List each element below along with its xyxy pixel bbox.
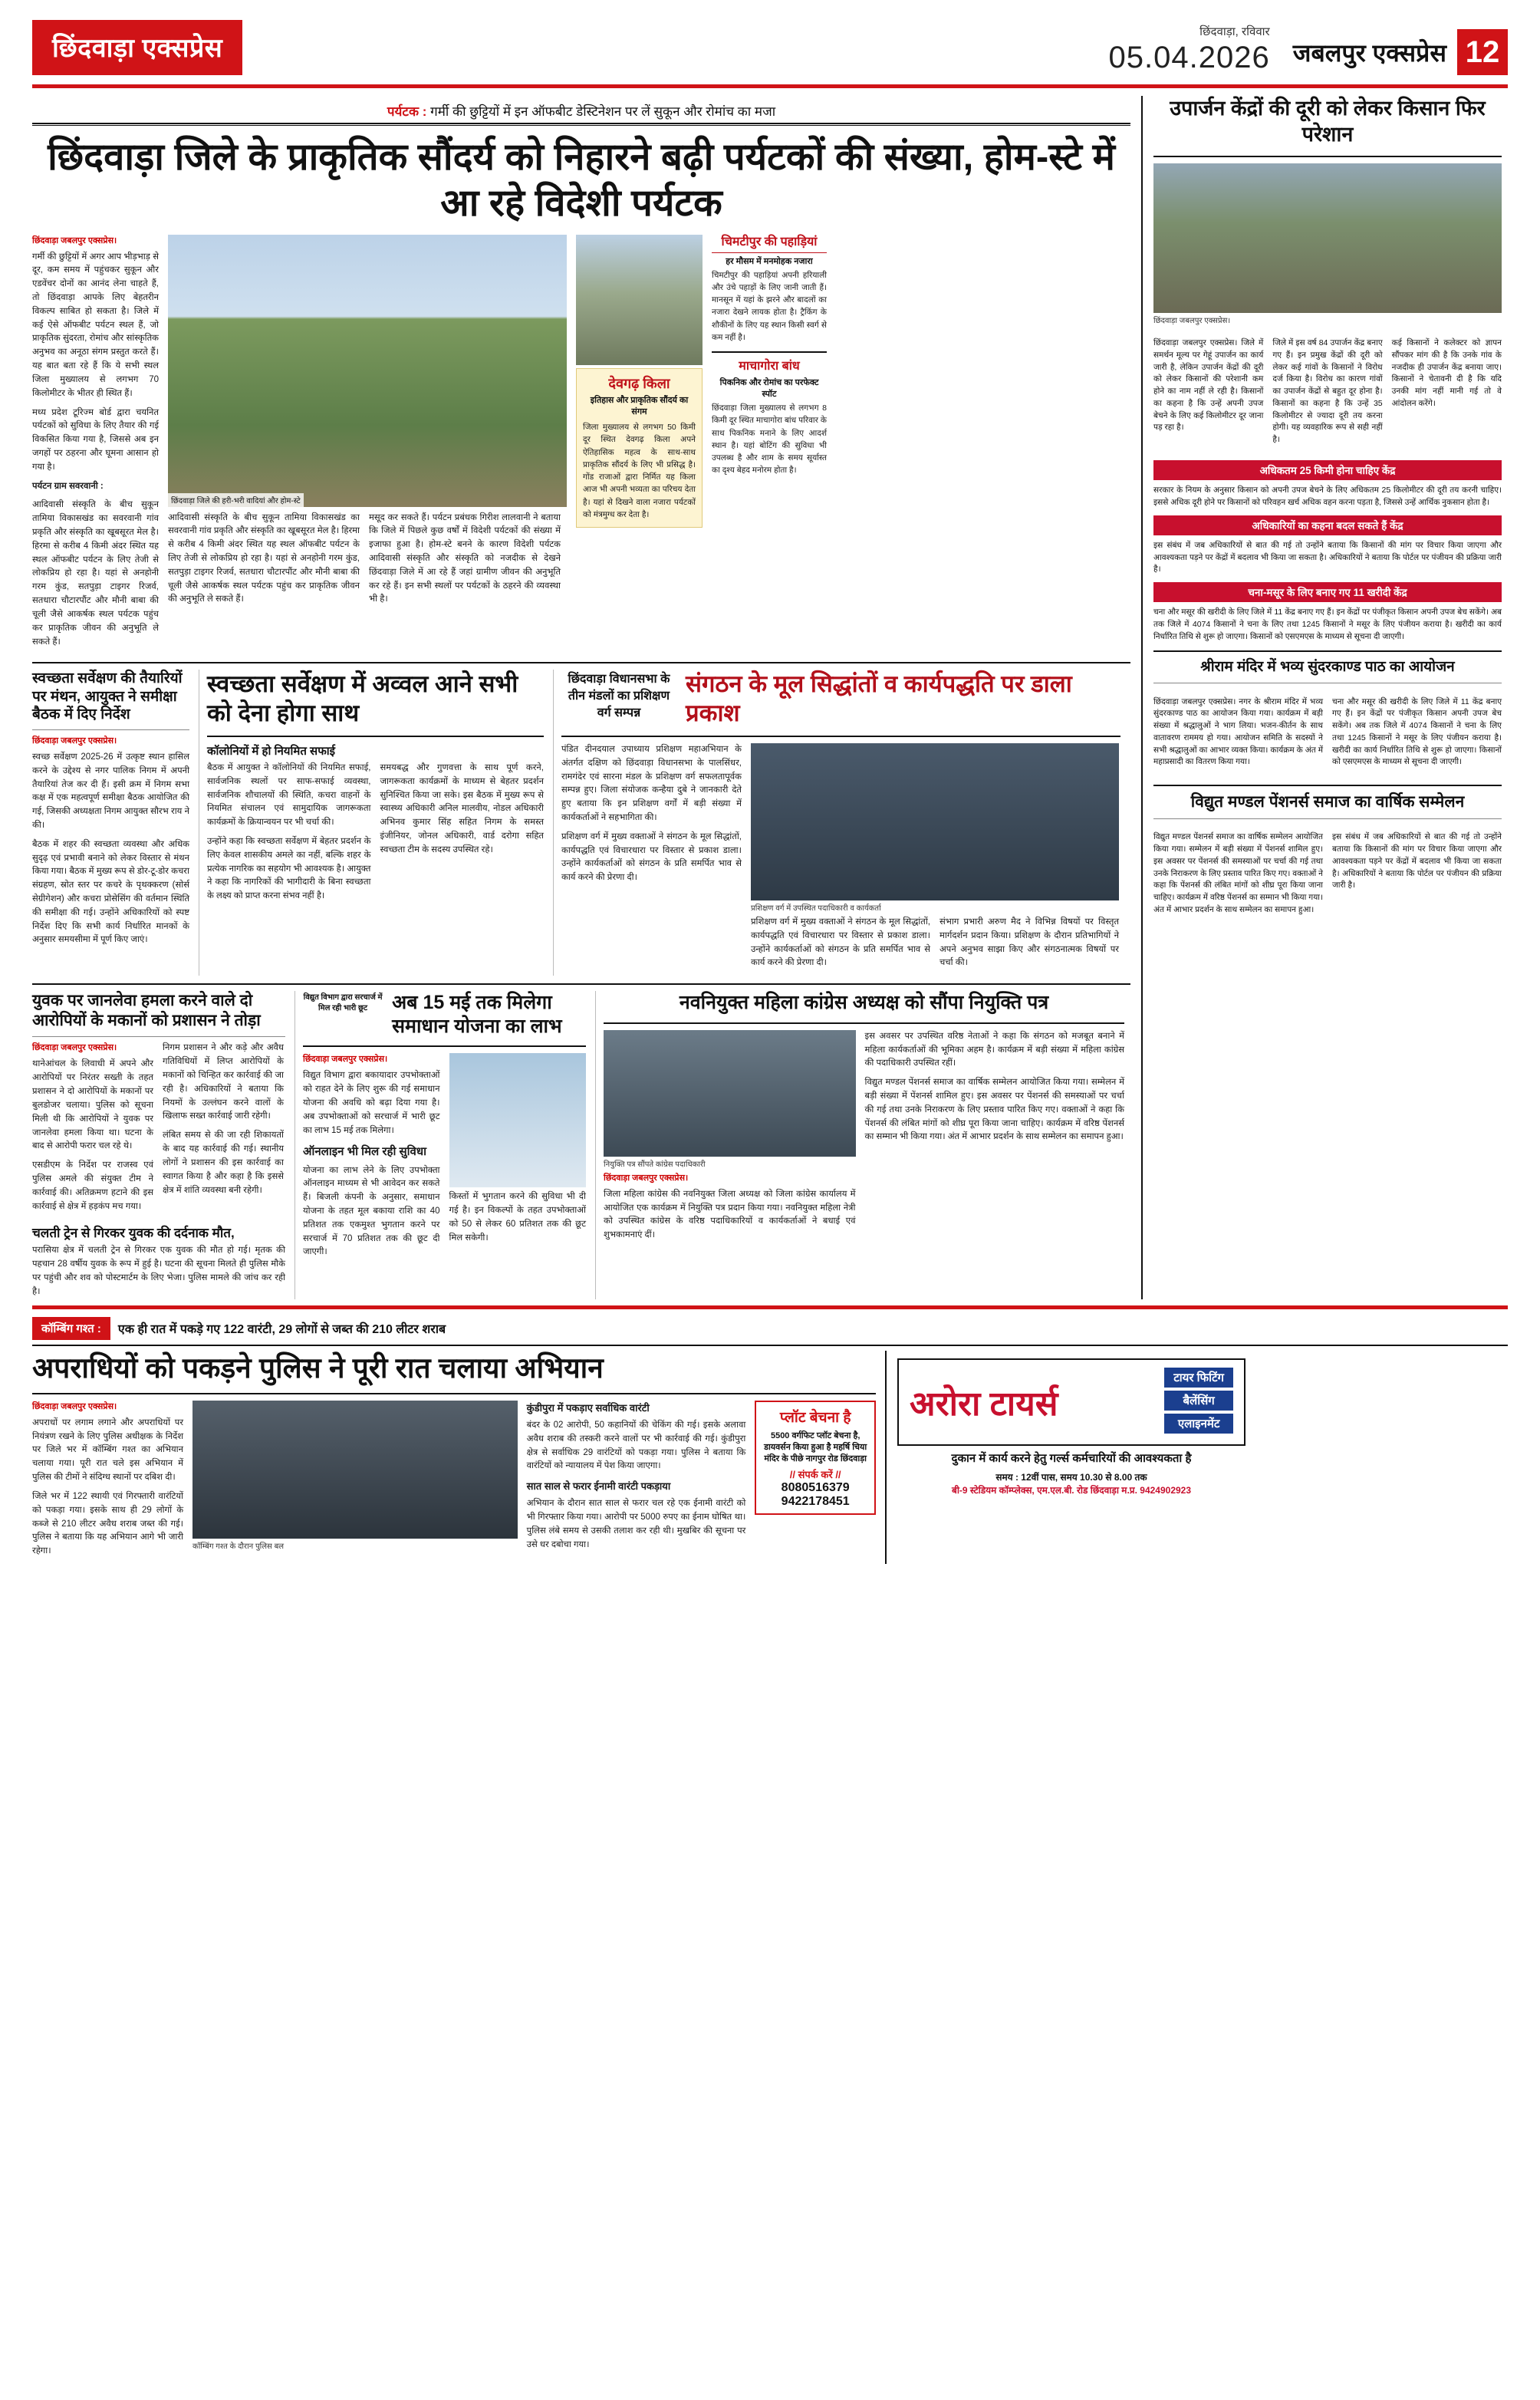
row3-story-1-byline: छिंदवाड़ा जबलपुर एक्सप्रेस। xyxy=(32,1043,117,1053)
left-zone xyxy=(32,96,1130,1299)
side-box-1-subtitle: हर मौसम में मनमोहक नजारा xyxy=(726,256,813,266)
row2-story-1-p1: स्वच्छ सर्वेक्षण 2025-26 में उत्कृष्ट स्थान हासिल करने के उद्देश्य से नगर पालिक निगम में अपनी तैयारियां तेज कर दी हैं। इसी क्रम में निगम सभा कक्ष में एक महत्वपूर्ण समीक्षा बैठक आयोजित की गई, जिसकी अध्यक्षता निगम आयुक्त सौरभ राय ने की। xyxy=(32,752,189,830)
right-story-photo xyxy=(1153,163,1502,313)
masthead-place-line: छिंदवाड़ा, रविवार xyxy=(1199,25,1270,38)
lead-headline: छिंदवाड़ा जिले के प्राकृतिक सौंदर्य को निहारने बढ़ी पर्यटकों की संख्या, होम-स्टे में आ रहे विदेशी पर्यटक xyxy=(48,137,1115,224)
right-story-p1: छिंदवाड़ा जबलपुर एक्सप्रेस। जिले में समर्थन मूल्य पर गेहूं उपार्जन का कार्य जारी है, लेकिन उपार्जन केंद्रों की दूरी को लेकर किसानों की परेशानी कम होने का नाम नहीं ले रही है। किसानों का कहना है कि उन्हें अपनी उपज बेचने के लिए कई किलोमीटर दूर जाना पड़ रहा है। xyxy=(1153,338,1264,433)
row2-story-3-col2 xyxy=(751,916,930,976)
row3-story-3-byline: छिंदवाड़ा जबलपुर एक्सप्रेस। xyxy=(303,1055,388,1065)
fort-box-body xyxy=(576,368,703,528)
row3-story-4-byline: छिंदवाड़ा जबलपुर एक्सप्रेस। xyxy=(604,1173,689,1183)
lead-photo-caption: छिंदवाड़ा जिले की हरी-भरी वादियां और होम-स्टे xyxy=(168,493,304,507)
row3-story-3-col2 xyxy=(449,1190,587,1245)
row2-story-2 xyxy=(199,670,544,976)
row2-story-3-col3 xyxy=(939,916,1119,976)
row3-story-3-photo xyxy=(449,1053,587,1187)
plot-ad-contact-label: // संपर्क करें // xyxy=(789,1468,841,1480)
lead-column-2 xyxy=(168,512,360,613)
row2-story-1 xyxy=(32,670,189,976)
lead-para-2: मध्य प्रदेश टूरिज्म बोर्ड द्वारा चयनित पर्यटकों को सुविधा के लिए तैयार की गई विकसित किया गया है, जिससे अब इन जगहों पर ठहरना और घूमना आसान हो गया है। xyxy=(32,407,159,472)
arora-ad-services xyxy=(1164,1368,1233,1437)
row3-story-3-p3: किस्तों में भुगतान करने की सुविधा भी दी गई है। इन विकल्पों के तहत उपभोक्ताओं को 50 से लेकर 60 प्रतिशत तक की छूट मिल सकेगी। xyxy=(449,1192,586,1243)
right-box-1-head: अधिकतम 25 किमी होना चाहिए केंद्र xyxy=(1153,460,1502,480)
masthead-date-block xyxy=(242,24,1292,75)
row3-story-3-p2: योजना का लाभ लेने के लिए उपभोक्ता ऑनलाइन माध्यम से भी आवेदन कर सकते हैं। बिजली कंपनी के अनुसार, समाधान योजना के तहत मूल बकाया राशि का 40 प्रतिशत तक एकमुश्त भुगतान करने पर सरचार्ज में 70 प्रतिशत तक की छूट दी जाएगी। xyxy=(303,1165,440,1257)
right-story-p3: कई किसानों ने कलेक्टर को ज्ञापन सौंपकर मांग की है कि उनके गांव के नजदीक ही उपार्जन केंद्र बनाया जाए। किसानों ने चेतावनी दी है कि यदि उनकी मांग नहीं मानी गई तो वे आंदोलन करेंगे। xyxy=(1391,338,1502,408)
right-story-photo-caption: छिंदवाड़ा जबलपुर एक्सप्रेस। xyxy=(1153,316,1231,325)
row3-story-4-col1 xyxy=(604,1172,856,1243)
row2-story-3-photo-block xyxy=(751,743,1119,976)
bottom-sub-2-text: अभियान के दौरान सात साल से फरार चल रहे एक ईनामी वारंटी को भी गिरफ्तार किया गया। आरोपी पर 5000 रुपए का ईनाम घोषित था। पुलिस लंबे समय से उसकी तलाश कर रही थी। मुखबिर की सूचना पर उसे धर दबोचा गया। xyxy=(526,1499,746,1549)
right-zone xyxy=(1141,96,1502,1299)
plot-ad-phone-1[interactable]: 8080516379 xyxy=(781,1480,850,1494)
row2-story-3 xyxy=(553,670,1120,976)
arora-service-2: बैलेंसिंग xyxy=(1164,1391,1233,1411)
row2-story-3-topline: छिंदवाड़ा विधानसभा के तीन मंडलों का प्रशिक्षण वर्ग सम्पन्न xyxy=(568,673,670,720)
side-box-1-text: चिमटीपुर की पहाड़ियां अपनी हरियाली और उंचे पहाड़ों के लिए जानी जाती हैं। मानसून में यहां के झरने और बादलों का नजारा देखने लायक होता है। ट्रैकिंग के शौकीनों के लिए यह स्थान किसी स्वर्ग से कम नहीं है। xyxy=(712,270,827,342)
bottom-zone xyxy=(0,1305,1540,1564)
plot-ad-title: प्लॉट बेचना है xyxy=(779,1409,851,1426)
row3-story-3 xyxy=(295,991,586,1299)
row2-story-3-p3: प्रशिक्षण वर्ग में मुख्य वक्ताओं ने संगठन के मूल सिद्धांतों, कार्यपद्धति एवं विचारधारा पर विस्तार से प्रकाश डाला। उन्होंने कार्यकर्ताओं को संगठन के प्रति समर्पित भाव से कार्य करने की प्रेरणा दी। xyxy=(751,917,930,968)
lead-byline: छिंदवाड़ा जबलपुर एक्सप्रेस। xyxy=(32,235,117,245)
lead-photo xyxy=(168,235,567,507)
lead-kicker-tag: पर्यटक : xyxy=(387,104,427,119)
row2-story-2-head: स्वच्छता सर्वेक्षण में अव्वल आने सभी को देना होगा साथ xyxy=(207,670,518,727)
row3-story-2-p2: लंबित समय से की जा रही शिकायतों के बाद यह कार्रवाई की गई। स्थानीय लोगों ने प्रशासन की इस कार्रवाई का स्वागत किया है और कहा है कि इससे क्षेत्र में शांति व्यवस्था बनी रहेगी। xyxy=(163,1131,284,1195)
bottom-col-1 xyxy=(32,1401,183,1564)
masthead-brand-right: जबलपुर एक्सप्रेस xyxy=(1292,38,1446,67)
row3-story-1-col1 xyxy=(32,1042,153,1219)
right-box-5-col2 xyxy=(1332,824,1502,924)
plot-ad[interactable] xyxy=(755,1401,876,1564)
right-box-4-col2 xyxy=(1332,688,1502,777)
row3-story-4-p1: जिला महिला कांग्रेस की नवनियुक्त जिला अध्यक्ष को जिला कांग्रेस कार्यालय में आयोजित एक कार्यक्रम में नियुक्ति पत्र प्रदान किया गया। नवनियुक्त महिला नेत्री को उपस्थित कांग्रेस के वरिष्ठ पदाधिकारियों व कार्यकर्ताओं ने बधाई एवं शुभकामनाएं दीं। xyxy=(604,1189,856,1240)
side-box-2-text: छिंदवाड़ा जिला मुख्यालय से लगभग 8 किमी दूर स्थित माचागोरा बांध परिवार के साथ पिकनिक मनाने के लिए आदर्श स्थान है। यहां बोटिंग की सुविधा भी उपलब्ध है और शाम के समय सूर्यास्त का दृश्य बेहद मनोरम होता है। xyxy=(712,403,827,476)
row3-story-1 xyxy=(32,991,285,1299)
side-box-2-subtitle: पिकनिक और रोमांच का परफेक्ट स्पॉट xyxy=(719,378,819,400)
right-story-p2: जिले में इस वर्ष 84 उपार्जन केंद्र बनाए गए हैं। इन प्रमुख केंद्रों की दूरी को लेकर कई गांवों के किसानों ने विरोध दर्ज किया है। विरोध का कारण गांवों का उपार्जन केंद्रों से बहुत दूर होना है। किसानों का कहना है कि उन्हें 35 किलोमीटर से ज्यादा दूरी तय करना होगी। यह व्यवहारिक रूप से सही नहीं है। xyxy=(1272,338,1383,444)
row3-story-1-subtext: परासिया क्षेत्र में चलती ट्रेन से गिरकर एक युवक की मौत हो गई। मृतक की पहचान 28 वर्षीय युवक के रूप में हुई है। घटना की सूचना मिलते ही पुलिस मौके पर पहुंची और शव को पोस्टमार्टम के लिए भेजा। पुलिस मामले की जांच कर रही है। xyxy=(32,1246,285,1296)
row3-divider xyxy=(32,983,1130,985)
lead-subhead-1: पर्यटन ग्राम सवरवानी : xyxy=(32,481,104,491)
bottom-photo xyxy=(192,1401,518,1539)
right-story-col1 xyxy=(1153,330,1263,455)
bottom-col-2 xyxy=(527,1401,746,1564)
row3-story-4-photo-block xyxy=(604,1030,856,1248)
lead-rule xyxy=(32,123,1130,126)
arora-ad-address: बी-9 स्टेडियम कॉम्प्लेक्स, एम.एल.बी. रोड छिंदवाड़ा म.प्र. 9424902923 xyxy=(951,1484,1192,1496)
row3-story-3-col1 xyxy=(303,1053,440,1265)
right-story-col3 xyxy=(1392,330,1502,455)
bottom-byline: छिंदवाड़ा जबलपुर एक्सप्रेस। xyxy=(32,1401,117,1411)
masthead-date: 05.04.2026 xyxy=(1108,41,1270,74)
row2-story-1-body xyxy=(32,735,189,947)
arora-ad-line1: दुकान में कार्य करने हेतु गर्ल्स कर्मचारियों की आवश्यकता है xyxy=(951,1451,1192,1465)
row2-story-3-photo xyxy=(751,743,1119,900)
row3-story-1-col2 xyxy=(163,1042,284,1219)
row2-story-2-col1 xyxy=(207,762,371,909)
lead-kicker xyxy=(32,102,1130,120)
fort-box xyxy=(576,235,703,655)
bottom-p2: जिले भर में 122 स्थायी एवं गिरफ्तारी वारंटियों को पकड़ा गया। इसके साथ ही 29 लोगों के कब्जे से 210 लीटर अवैध शराब जब्त की गई। पुलिस ने बताया कि यह अभियान आगे भी जारी रहेगा। xyxy=(32,1491,184,1556)
lead-columns xyxy=(32,235,1130,655)
row2 xyxy=(32,670,1130,976)
fort-box-text: जिला मुख्यालय से लगभग 50 किमी दूर स्थित देवगढ़ किला अपने ऐतिहासिक महत्व के साथ-साथ प्राकृतिक सौंदर्य के लिए भी प्रसिद्ध है। गोंड राजाओं द्वारा निर्मित यह किला आज भी अपनी भव्यता का परिचय देता है। यहां से दिखने वाला नजारा पर्यटकों को मंत्रमुग्ध कर देता है। xyxy=(583,423,696,519)
row3 xyxy=(32,991,1130,1299)
plot-ad-phone-2[interactable]: 9422178451 xyxy=(781,1494,850,1508)
row3-story-3-topline: विद्युत विभाग द्वारा सरचार्ज में मिल रही भारी छूट xyxy=(303,993,383,1013)
row3-story-3-sub: ऑनलाइन भी मिल रही सुविधा xyxy=(303,1145,427,1159)
right-box-4-col1 xyxy=(1153,688,1323,777)
right-box-4-text2: चना और मसूर की खरीदी के लिए जिले में 11 केंद्र बनाए गए हैं। इन केंद्रों पर पंजीकृत किसान अपनी उपज बेच सकेंगे। अब तक जिले में 4074 किसानों ने चना के लिए तथा 1245 किसानों ने मसूर के लिए पंजीयन कराया है। खरीदी का कार्य निर्धारित तिथि से शुरू हो जाएगा। किसानों को एसएमएस के माध्यम से सूचना दी जाएगी। xyxy=(1332,696,1502,767)
right-box-5-text: विद्युत मण्डल पेंशनर्स समाज का वार्षिक सम्मेलन आयोजित किया गया। सम्मेलन में बड़ी संख्या में पेंशनर्स शामिल हुए। इस अवसर पर पेंशनर्स की समस्याओं पर चर्चा की गई तथा उनके निराकरण के लिए प्रस्ताव पारित किए गए। वक्ताओं ने कहा कि पेंशनर्स की लंबित मांगों को शीघ्र पूरा किया जाना चाहिए। कार्यक्रम में वरिष्ठ पेंशनर्स का सम्मान भी किया गया। अंत में आभार प्रदर्शन के साथ सम्मेलन का समापन हुआ। xyxy=(1153,832,1323,914)
right-box-3-text: चना और मसूर की खरीदी के लिए जिले में 11 केंद्र बनाए गए हैं। इन केंद्रों पर पंजीकृत किसान अपनी उपज बेच सकेंगे। अब तक जिले में 4074 किसानों ने चना के लिए तथा 1245 किसानों ने मसूर के लिए पंजीयन कराया है। खरीदी का कार्य निर्धारित तिथि से शुरू हो जाएगा। किसानों को एसएमएस के माध्यम से सूचना दी जाएगी। xyxy=(1153,607,1502,641)
row3-story-4-head: नवनियुक्त महिला कांग्रेस अध्यक्ष को सौंपा नियुक्ति पत्र xyxy=(679,992,1049,1014)
masthead-right xyxy=(1293,29,1508,75)
arora-ad-zone xyxy=(885,1351,1245,1564)
lead-photo-block xyxy=(168,235,567,655)
side-box-2-title: माचागोरा बांध xyxy=(739,360,800,374)
lead-column-1 xyxy=(32,235,159,655)
right-box-5-col1 xyxy=(1153,824,1323,924)
arora-ad[interactable] xyxy=(897,1358,1245,1446)
masthead-brand-left: छिंदवाड़ा एक्सप्रेस xyxy=(32,20,242,75)
right-box-4-head: श्रीराम मंदिर में भव्य सुंदरकाण्ड पाठ का आयोजन xyxy=(1200,659,1455,676)
row3-story-1-head: युवक पर जानलेवा हमला करने वाले दो आरोपियों के मकानों को प्रशासन ने तोड़ा xyxy=(32,992,261,1029)
row2-story-2-sub: कॉलोनियों में हो नियमित सफाई xyxy=(207,744,336,758)
bottom-p1: अपराधों पर लगाम लगाने और अपराधियों पर नियंत्रण रखने के लिए पुलिस अधीक्षक के निर्देश पर जिले भर में कॉम्बिंग गश्त का अभियान चलाया गया। पूरी रात चले इस अभियान में पुलिस की टीमों ने संदिग्ध स्थानों पर दबिश दी। xyxy=(32,1417,184,1483)
combing-text: एक ही रात में पकड़े गए 122 वारंटी, 29 लोगों से जब्त की 210 लीटर शराब xyxy=(117,1322,446,1336)
right-box-5-text2: इस संबंध में जब अधिकारियों से बात की गई तो उन्होंने बताया कि किसानों की मांग पर विचार किया जाएगा और आवश्यकता पड़ने पर केंद्रों में बदलाव भी किया जा सकता है। अधिकारियों ने बताया कि पोर्टल पर पंजीयन की प्रक्रिया जारी है। xyxy=(1332,832,1502,891)
right-box-3-head: चना-मसूर के लिए बनाए गए 11 खरीदी केंद्र xyxy=(1153,582,1502,602)
row3-story-3-photo-block xyxy=(449,1053,587,1265)
right-box-2-text: इस संबंध में जब अधिकारियों से बात की गई तो उन्होंने बताया कि किसानों की मांग पर विचार किया जाएगा और आवश्यकता पड़ने पर केंद्रों में बदलाव भी किया जा सकता है। अधिकारियों ने बताया कि पोर्टल पर पंजीयन की प्रक्रिया जारी है। xyxy=(1153,540,1502,574)
side-box-1-title: चिमटीपुर की पहाड़ियां xyxy=(712,235,827,253)
combing-banner xyxy=(32,1317,1508,1340)
row2-story-3-photo-caption: प्रशिक्षण वर्ग में उपस्थित पदाधिकारी व कार्यकर्ता xyxy=(751,904,881,913)
fort-photo xyxy=(576,235,703,365)
row3-story-4-p2: इस अवसर पर उपस्थित वरिष्ठ नेताओं ने कहा कि संगठन को मजबूत बनाने में महिला कार्यकर्ताओं की भूमिका अहम है। कार्यक्रम में बड़ी संख्या में महिला कांग्रेस की पदाधिकारी उपस्थित रहीं। xyxy=(864,1031,1124,1068)
row2-story-2-col2 xyxy=(380,762,545,909)
row3-story-3-p1: विद्युत विभाग द्वारा बकायादार उपभोक्ताओं को राहत देने के लिए शुरू की गई समाधान योजना की अवधि को बढ़ा दिया गया है। अब उपभोक्ताओं को सरचार्ज में भारी छूट का लाभ 15 मई तक मिलेगा। xyxy=(303,1071,440,1135)
row2-story-3-p2: प्रशिक्षण वर्ग में मुख्य वक्ताओं ने संगठन के मूल सिद्धांतों, कार्यपद्धति एवं विचारधारा पर विस्तार से प्रकाश डाला। उन्होंने कार्यकर्ताओं को संगठन के प्रति समर्पित भाव से कार्य करने की प्रेरणा दी। xyxy=(561,831,742,883)
bottom-photo-caption: कॉम्बिंग गश्त के दौरान पुलिस बल xyxy=(192,1542,285,1551)
arora-service-1: टायर फिटिंग xyxy=(1164,1368,1233,1388)
right-box-1-text: सरकार के नियम के अनुसार किसान को अपनी उपज बेचने के लिए अधिकतम 25 किलोमीटर की दूरी तय करनी चाहिए। इससे अधिक दूरी होने पर किसानों को परिवहन खर्च अधिक वहन करना पड़ता है, जिससे उन्हें आर्थिक नुकसान होता है। xyxy=(1153,486,1502,507)
right-box-2-head: अधिकारियों का कहना बदल सकते हैं केंद्र xyxy=(1153,515,1502,535)
right-story-head: उपार्जन केंद्रों की दूरी को लेकर किसान फिर परेशान xyxy=(1170,97,1486,146)
row3-story-2-p1: निगम प्रशासन ने और कड़े और अवैध गतिविधियों में लिप्त आरोपियों के मकानों को चिन्हित कर कार्रवाई की जा रही है। अधिकारियों ने बताया कि नियमों के उल्लंघन करने वालों के खिलाफ सख्त कार्रवाई जारी रहेगी। xyxy=(163,1043,284,1121)
row2-story-2-p2: उन्होंने कहा कि स्वच्छता सर्वेक्षण में बेहतर प्रदर्शन के लिए केवल शासकीय अमले का नहीं, बल्कि शहर के प्रत्येक नागरिक का सहयोग भी आवश्यक है। आयुक्त ने कहा कि नागरिकों की भागीदारी के बिना स्वच्छता के लक्ष्य को प्राप्त करना संभव नहीं है। xyxy=(207,837,371,901)
lead-column-3 xyxy=(369,512,561,613)
row3-story-1-sub: चलती ट्रेन से गिरकर युवक की दर्दनाक मौत, xyxy=(32,1226,235,1241)
lead-para-1: गर्मी की छुट्टियों में अगर आप भीड़भाड़ से दूर, कम समय में पहुंचकर सुकून और एडवेंचर दोनों का आनंद लेना चाहते हैं, तो छिंदवाड़ा आपके लिए बेहतरीन विकल्प साबित हो सकता है। जिले में कई ऐसे ऑफबीट पर्यटन स्थल हैं, जो प्राकृतिक सुंदरता, रोमांच और सांस्कृतिक अनुभव का अनूठा संगम प्रस्तुत करते हैं। यह बात बता रहे हैं कि ये सभी स्थल जिला मुख्यालय से लगभग 70 किलोमीटर के भीतर ही स्थित हैं। xyxy=(32,252,159,398)
bottom-sub-2: सात साल से फरार ईनामी वारंटी पकड़ाया xyxy=(526,1480,671,1493)
right-story-col2 xyxy=(1272,330,1382,455)
row3-story-1-p1: थानेआंचल के लिवाधी में अपने और आरोपियों पर निरंतर सख्ती के तहत प्रशासन ने दो आरोपियों के मकानों पर बुलडोजर चलाया। पुलिस को सूचना मिली थी कि आरोपियों ने युवक पर जानलेवा हमला किया था। घटना के बाद से आरोपी फरार चल रहे थे। xyxy=(32,1059,153,1151)
row3-story-4-photo xyxy=(604,1030,856,1157)
arora-ad-line2: समय : 12वीं पास, समय 10.30 से 8.00 तक xyxy=(995,1471,1147,1483)
arora-service-3: एलाइनमेंट xyxy=(1164,1414,1233,1434)
row2-story-3-p1: पंडित दीनदयाल उपाध्याय प्रशिक्षण महाअभियान के अंतर्गत दक्षिण को छिंदवाड़ा विधानसभा के पालसिंधर, रामगंदेर एवं सारना मंडल के प्रशिक्षण वर्ग सफलतापूर्वक सम्पन्न हुए। जिला संयोजक कन्हैया दुबे ने जानकारी देते हुए बताया कि इन प्रशिक्षण वर्गों में बड़ी संख्या में कार्यकर्ताओं ने सहभागिता की। xyxy=(561,744,742,823)
page-number: 12 xyxy=(1457,29,1508,75)
row2-story-1-byline: छिंदवाड़ा जबलपुर एक्सप्रेस। xyxy=(32,736,117,746)
row2-story-2-p3: समयबद्ध और गुणवत्ता के साथ पूर्ण करने, जागरूकता कार्यक्रमों के माध्यम से बेहतर प्रदर्शन सुनिश्चित किया जा सके। इस बैठक में मुख्य रूप से स्वास्थ्य अधिकारी अनिल मालवीय, नोडल अधिकारी अभिनव कुमार सिंह सहित निगम के समस्त इंजीनियर, जोनल अधिकारी, वार्ड दरोगा सहित स्वच्छता टीम के सदस्य उपस्थित रहे। xyxy=(380,762,544,854)
bottom-sub-1: कुंडीपुरा में पकड़ाए सर्वाधिक वारंटी xyxy=(526,1401,650,1414)
combing-tag: कॉम्बिंग गश्त : xyxy=(32,1317,110,1340)
lead-para-4: आदिवासी संस्कृति के बीच सुकून तामिया विकासखंड का सवरवानी गांव प्रकृति और संस्कृति का खूबसूरत मेल है। हिरमा से करीब 4 किमी अंदर स्थित यह स्थल ऑफबीट पर्यटन के लिए तेजी से लोकप्रिय हो रहा है। यहां से अनहोनी गरम कुंड, सतपुड़ा टाइगर रिजर्व, सतधारा चौटारपौंट और मौनी बाबा की चूली जैसे आकर्षक स्थल पर्यटक पहुंच कर प्राकृतिक जीवन की अनुभूति ले सकते हैं। xyxy=(168,512,360,604)
row3-story-4-p3: विद्युत मण्डल पेंशनर्स समाज का वार्षिक सम्मेलन आयोजित किया गया। सम्मेलन में बड़ी संख्या में पेंशनर्स शामिल हुए। इस अवसर पर पेंशनर्स की समस्याओं पर चर्चा की गई तथा उनके निराकरण के लिए प्रस्ताव पारित किए गए। वक्ताओं ने कहा कि पेंशनर्स की लंबित मांगों को शीघ्र पूरा किया जाना चाहिए। कार्यक्रम में वरिष्ठ पेंशनर्स का सम्मान भी किया गया। अंत में आभार प्रदर्शन के साथ सम्मेलन का समापन हुआ। xyxy=(864,1078,1124,1142)
side-boxes xyxy=(712,235,827,655)
right-box-4-text: छिंदवाड़ा जबलपुर एक्सप्रेस। नगर के श्रीराम मंदिर में भव्य सुंदरकाण्ड पाठ का आयोजन किया गया। कार्यक्रम में बड़ी संख्या में श्रद्धालुओं ने भाग लिया। भजन-कीर्तन के साथ वातावरण राममय हो गया। आयोजन समिति के सदस्यों ने सभी श्रद्धालुओं का आभार व्यक्त किया। कार्यक्रम के अंत में महाप्रसादी का वितरण किया गया। xyxy=(1153,696,1323,767)
row3-story-4-photo-caption: नियुक्ति पत्र सौंपते कांग्रेस पदाधिकारी xyxy=(604,1160,706,1169)
row2-story-1-head: स्वच्छता सर्वेक्षण की तैयारियों पर मंथन, आयुक्त ने समीक्षा बैठक में दिए निर्देश xyxy=(32,670,183,723)
row3-story-3-head: अब 15 मई तक मिलेगा समाधान योजना का लाभ xyxy=(392,992,562,1037)
row2-story-3-head: संगठन के मूल सिद्धांतों व कार्यपद्धति पर डाला प्रकाश xyxy=(686,670,1072,727)
row3-story-4 xyxy=(595,991,1124,1299)
row2-story-3-p4: संभाग प्रभारी अरुण मैद ने विभिन्न विषयों पर विस्तृत मार्गदर्शन प्रदान किया। प्रशिक्षण के दौरान प्रतिभागियों ने अपने अनुभव साझा किए और संगठनात्मक विषयों पर चर्चा की। xyxy=(939,917,1119,968)
masthead xyxy=(0,0,1540,80)
bottom-main-story xyxy=(32,1351,876,1564)
lead-para-3: आदिवासी संस्कृति के बीच सुकून तामिया विकासखंड का सवरवानी गांव प्रकृति और संस्कृति का खूबसूरत मेल है। हिरमा से करीब 4 किमी अंदर स्थित यह स्थल ऑफबीट पर्यटन के लिए तेजी से लोकप्रिय हो रहा है। यहां से अनहोनी गरम कुंड, सतपुड़ा टाइगर रिजर्व, सतधारा चौटारपौंट और मौनी बाबा की चूली जैसे आकर्षक स्थल पर्यटक पहुंच कर प्राकृतिक जीवन की अनुभूति ले सकते हैं। xyxy=(32,500,159,647)
bottom-photo-block xyxy=(192,1401,518,1564)
row2-divider xyxy=(32,662,1130,663)
page-body xyxy=(0,88,1540,1299)
row2-story-3-col1 xyxy=(561,743,742,976)
fort-box-title: देवगढ़ किला xyxy=(608,375,670,391)
arora-ad-name: अरोरा टायर्स xyxy=(910,1384,1058,1423)
fort-box-subtitle: इतिहास और प्राकृतिक सौंदर्य का संगम xyxy=(590,396,689,417)
bottom-sub-1-text: बंदर के 02 आरोपी, 50 कहानियों की चेकिंग की गई। इसके अलावा अवैध शराब की तस्करी करने वालों पर भी कार्रवाई की गई। कुंडीपुरा क्षेत्र से सर्वाधिक 29 वारंटियों को पकड़ा गया। पुलिस ने बताया कि वारंटियों को न्यायालय में पेश किया जाएगा। xyxy=(526,1420,746,1471)
row3-story-1-p2: एसडीएम के निर्देश पर राजस्व एवं पुलिस अमले की संयुक्त टीम ने कार्रवाई की। अतिक्रमण हटाने की इस कार्रवाई से क्षेत्र में हड़कंप मच गया। xyxy=(32,1160,153,1211)
bottom-head: अपराधियों को पकड़ने पुलिस ने पूरी रात चलाया अभियान xyxy=(32,1351,604,1384)
bottom-row xyxy=(32,1351,1508,1564)
lead-para-5: मसूद कर सकते हैं। पर्यटन प्रबंधक गिरीश लालवानी ने बताया कि जिले में पिछले कुछ वर्षों में विदेशी पर्यटकों की संख्या में इजाफा हुआ है। होम-स्टे बनने के कारण विदेशी पर्यटक आदिवासी संस्कृति और संस्कृति को नजदीक से देखने छिंदवाड़ा जिले में आ रहे हैं जहां ग्रामीण जीवन की अनुभूति कर रहे हैं। इन सभी स्थलों पर पर्यटकों के ठहरने की व्यवस्था भी है। xyxy=(369,512,561,604)
plot-ad-line1: 5500 वर्गफिट प्लॉट बेचना है, डायवर्सन किया हुआ है महर्षि चिया मंदिर के पीछे नागपुर रोड छिंदवाड़ा xyxy=(764,1430,867,1463)
row2-story-1-p2: बैठक में शहर की स्वच्छता व्यवस्था और अधिक सुदृढ़ एवं प्रभावी बनाने को लेकर विस्तार से मंथन किया गया। बैठक में मुख्य रूप से डोर-टू-डोर कचरा संग्रहण, स्रोत स्तर पर कचरे के पृथक्करण (सोर्स सेग्रीगेशन) और कचरा प्रोसेसिंग की वर्तमान स्थिति की समीक्षा की गई। उन्होंने अधिकारियों को स्पष्ट निर्देश दिए कि सभी कार्य निर्धारित मानकों के अनुसार समयसीमा में पूर्ण किए जाएं। xyxy=(32,839,189,945)
lead-kicker-text: गर्मी की छुट्टियों में इन ऑफबीट डेस्टिनेशन पर लें सुकून और रोमांच का मजा xyxy=(430,104,776,119)
right-box-5-head: विद्युत मण्डल पेंशनर्स समाज का वार्षिक सम्मेलन xyxy=(1190,792,1465,811)
row3-story-4-col2 xyxy=(865,1030,1124,1248)
row2-story-2-p1: बैठक में आयुक्त ने कॉलोनियों की नियमित सफाई, सार्वजनिक स्थलों पर साफ-सफाई व्यवस्था, सार्वजनिक शौचालयों की स्थिति, कचरा वाहनों के नियमित संचालन एवं सामुदायिक जागरूकता कार्यक्रमों के क्रियान्वयन पर भी चर्चा की। xyxy=(207,762,371,828)
